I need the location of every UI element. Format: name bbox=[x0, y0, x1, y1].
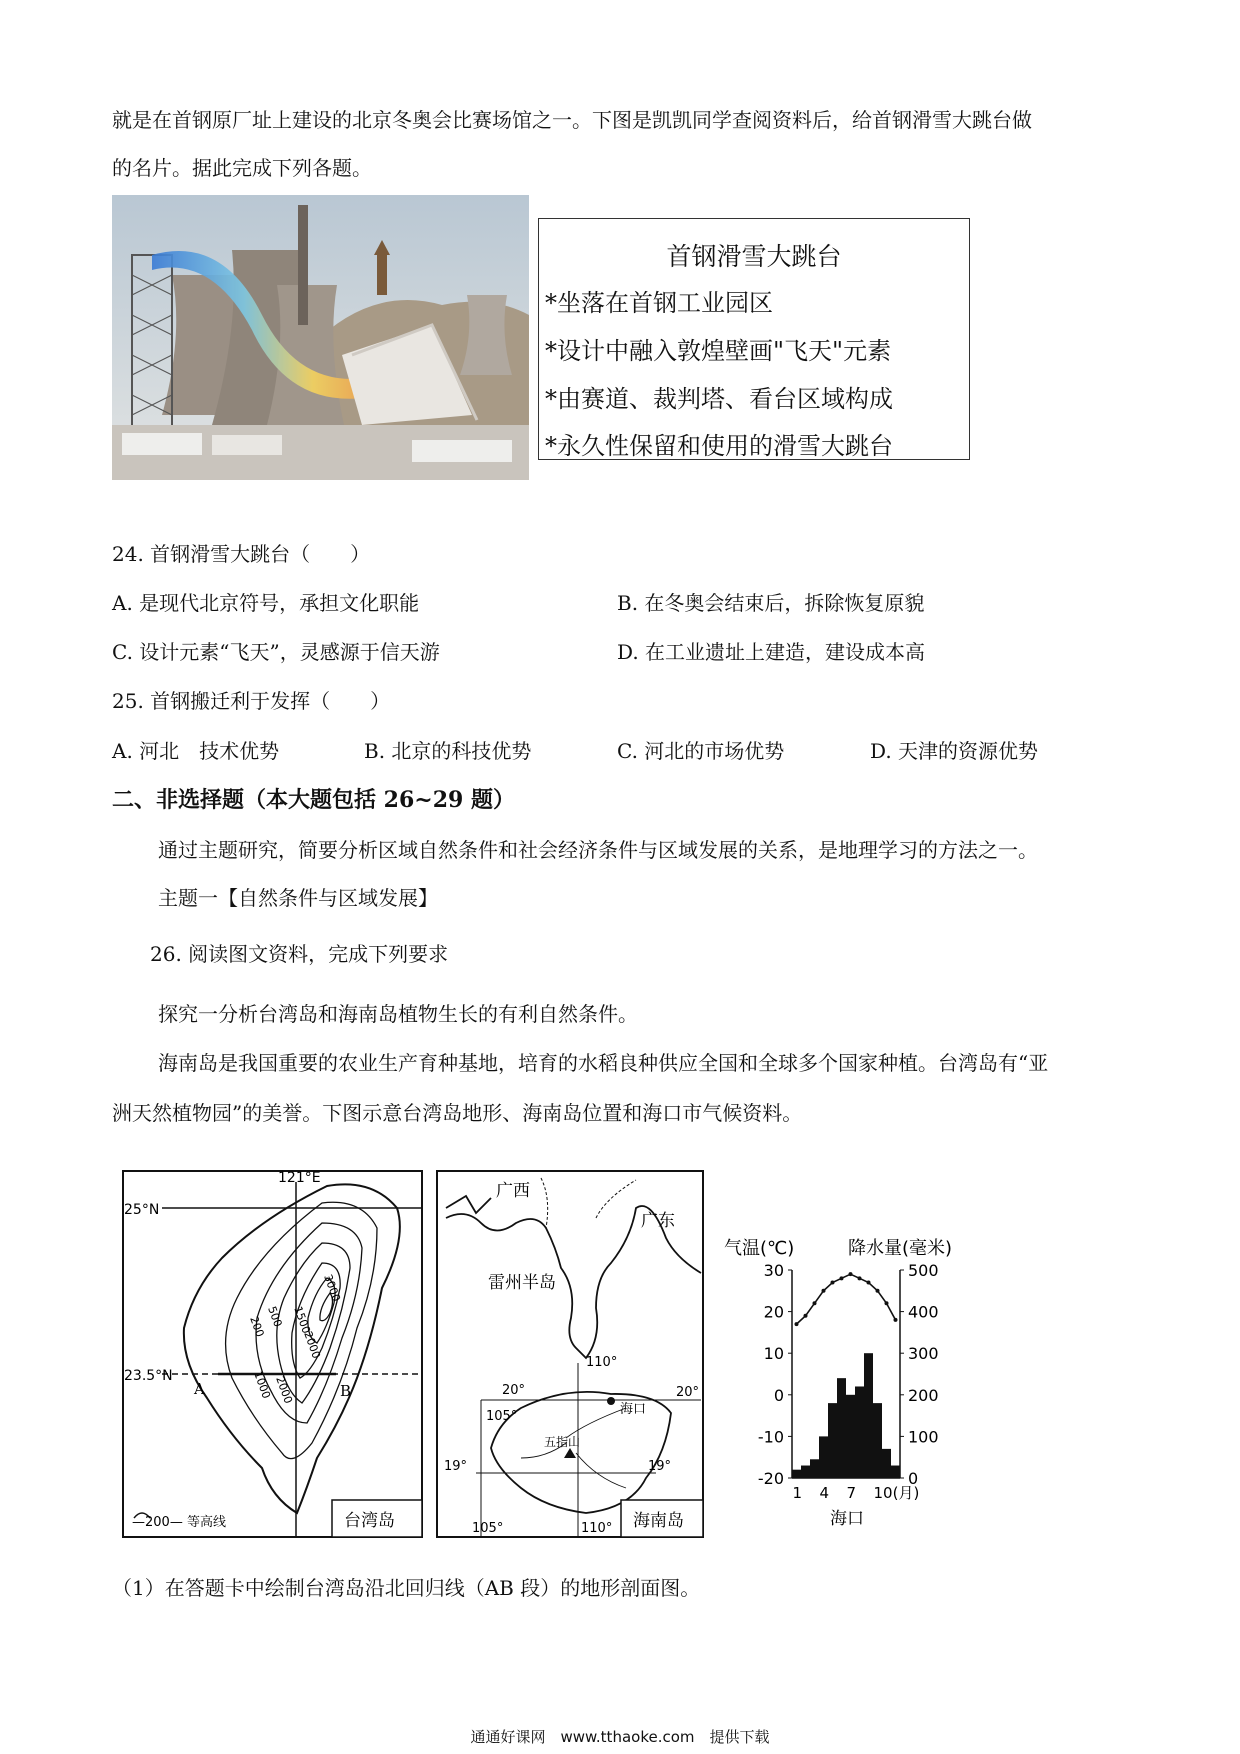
precip-bar bbox=[873, 1403, 882, 1478]
temperature-point bbox=[831, 1280, 835, 1284]
temperature-point bbox=[840, 1276, 844, 1280]
section-2-intro: 通过主题研究，简要分析区域自然条件和社会经济条件与区域发展的关系，是地理学习的方法之一。 bbox=[158, 838, 1038, 862]
q24-stem: 24. 首钢滑雪大跳台（ ） bbox=[112, 542, 371, 566]
q24-option-c: C. 设计元素“飞天”，灵感源于信天游 bbox=[112, 640, 440, 664]
q26-para-line-2: 洲天然植物园”的美誉。下图示意台湾岛地形、海南岛位置和海口市气候资料。 bbox=[112, 1101, 803, 1125]
hainan-lon-105-bottom: 105° bbox=[472, 1521, 504, 1536]
temperature-point bbox=[858, 1276, 862, 1280]
taiwan-lon-label: 121°E bbox=[278, 1170, 321, 1186]
precip-bar bbox=[846, 1395, 855, 1478]
haikou-climate-chart bbox=[718, 1228, 980, 1528]
precip-bar bbox=[864, 1353, 873, 1478]
precip-bar bbox=[792, 1470, 801, 1478]
temperature-point bbox=[804, 1314, 808, 1318]
q24-option-d: D. 在工业遗址上建造，建设成本高 bbox=[617, 640, 926, 664]
wuzhishan-label: 五指山 bbox=[544, 1435, 581, 1449]
q25-option-c: C. 河北的市场优势 bbox=[617, 739, 785, 763]
temp-tick-label: 0 bbox=[773, 1385, 784, 1405]
temperature-point bbox=[867, 1280, 871, 1284]
card-title: 首钢滑雪大跳台 bbox=[666, 242, 842, 271]
q25-option-d: D. 天津的资源优势 bbox=[870, 739, 1039, 763]
taiwan-island-map bbox=[122, 1168, 424, 1540]
card-item-4: *永久性保留和使用的滑雪大跳台 bbox=[545, 432, 893, 460]
precip-tick-label: 500 bbox=[908, 1261, 939, 1280]
precip-bar bbox=[837, 1378, 846, 1478]
precip-axis-label: 降水量(毫米) bbox=[848, 1238, 953, 1259]
q25-option-a: A. 河北 技术优势 bbox=[112, 739, 280, 763]
intro-line-1: 就是在首钢原厂址上建设的北京冬奥会比赛场馆之一。下图是凯凯同学查阅资料后，给首钢滑雪大跳台做 bbox=[112, 108, 1032, 132]
contour-2000b: 2000 bbox=[301, 1329, 323, 1361]
temperature-point bbox=[795, 1322, 799, 1326]
hainan-lon-105-top: 105° bbox=[486, 1409, 518, 1424]
card-item-1: *坐落在首钢工业园区 bbox=[545, 289, 773, 317]
hainan-island-map bbox=[436, 1168, 706, 1540]
taiwan-lat-25: 25°N bbox=[124, 1202, 160, 1218]
precip-bar bbox=[855, 1386, 864, 1478]
temp-tick-label: -20 bbox=[757, 1469, 784, 1488]
temperature-point bbox=[822, 1289, 826, 1293]
hainan-lon-110-top: 110° bbox=[586, 1355, 618, 1370]
precip-tick-label: 100 bbox=[908, 1427, 939, 1447]
q26-explore: 探究一分析台湾岛和海南岛植物生长的有利自然条件。 bbox=[158, 1002, 638, 1026]
theme-1-heading: 主题一【自然条件与区域发展】 bbox=[158, 886, 438, 910]
contour-2000a: 2000 bbox=[273, 1374, 295, 1406]
contour-500: 500 bbox=[265, 1304, 285, 1329]
temp-tick-label: 30 bbox=[763, 1261, 784, 1280]
month-tick-label: 7 bbox=[846, 1484, 857, 1502]
q26-stem: 26. 阅读图文资料，完成下列要求 bbox=[150, 942, 449, 966]
temp-tick-label: 20 bbox=[763, 1302, 784, 1322]
precip-tick-label: 400 bbox=[908, 1302, 939, 1322]
temp-tick-label: -10 bbox=[757, 1427, 784, 1447]
hainan-lat-19-right: 19° bbox=[648, 1459, 672, 1474]
temperature-point bbox=[894, 1318, 898, 1322]
ski-jump-photo bbox=[112, 195, 529, 480]
chart-caption: 海口 bbox=[830, 1509, 864, 1528]
hainan-map-name: 海南岛 bbox=[633, 1511, 684, 1531]
hainan-lon-110-bottom: 110° bbox=[581, 1521, 613, 1536]
hainan-lat-19-left: 19° bbox=[444, 1459, 468, 1474]
contour-200: 200 bbox=[247, 1314, 267, 1339]
hainan-lat-20-right: 20° bbox=[676, 1385, 700, 1400]
precip-tick-label: 200 bbox=[908, 1385, 939, 1405]
section-2-heading: 二、非选择题（本大题包括 26~29 题） bbox=[112, 787, 515, 813]
contour-1500: 1500 bbox=[291, 1304, 313, 1336]
precip-bar bbox=[810, 1459, 819, 1478]
temperature-line bbox=[797, 1274, 896, 1324]
temp-axis-label: 气温(℃) bbox=[724, 1238, 795, 1259]
intro-line-2: 的名片。据此完成下列各题。 bbox=[112, 156, 372, 180]
precip-bar bbox=[828, 1403, 837, 1478]
temperature-point bbox=[849, 1272, 853, 1276]
leizhou-label: 雷州半岛 bbox=[488, 1273, 556, 1293]
taiwan-lat-23-5: 23.5°N bbox=[124, 1368, 173, 1384]
temperature-point bbox=[876, 1289, 880, 1293]
guangdong-label: 广东 bbox=[641, 1211, 675, 1231]
q26-para-line-1: 海南岛是我国重要的农业生产育种基地，培育的水稻良种供应全国和全球多个国家种植。台湾岛有“亚 bbox=[158, 1051, 1049, 1075]
q25-stem: 25. 首钢搬迁利于发挥（ ） bbox=[112, 689, 391, 713]
hainan-lat-20-left: 20° bbox=[502, 1383, 526, 1398]
q26-sub-1: （1）在答题卡中绘制台湾岛沿北回归线（AB 段）的地形剖面图。 bbox=[112, 1576, 701, 1600]
precip-bar bbox=[819, 1436, 828, 1478]
precip-bar bbox=[801, 1466, 810, 1478]
haikou-label: 海口 bbox=[620, 1402, 647, 1417]
card-item-3: *由赛道、裁判塔、看台区域构成 bbox=[545, 385, 893, 413]
month-tick-label: 1 bbox=[792, 1484, 803, 1502]
q25-option-b: B. 北京的科技优势 bbox=[364, 739, 532, 763]
card-item-2: *设计中融入敦煌壁画"飞天"元素 bbox=[545, 337, 892, 365]
temperature-point bbox=[813, 1301, 817, 1305]
precip-tick-label: 300 bbox=[908, 1344, 939, 1364]
q24-option-b: B. 在冬奥会结束后，拆除恢复原貌 bbox=[617, 591, 925, 615]
precip-tick-label: 0 bbox=[908, 1469, 919, 1488]
temp-tick-label: 10 bbox=[763, 1344, 784, 1364]
guangxi-label: 广西 bbox=[496, 1181, 530, 1201]
footer: 通通好课网 www.tthaoke.com 提供下载 bbox=[470, 1728, 770, 1746]
precip-bar bbox=[891, 1466, 900, 1478]
precip-bar bbox=[882, 1449, 891, 1478]
point-b: B bbox=[340, 1382, 352, 1400]
q24-option-a: A. 是现代北京符号，承担文化职能 bbox=[112, 591, 420, 615]
contour-1000: 1000 bbox=[251, 1369, 273, 1401]
temperature-point bbox=[885, 1301, 889, 1305]
month-tick-label: 10(月) bbox=[873, 1484, 920, 1502]
contour-legend: —200— 等高线 bbox=[132, 1515, 226, 1530]
name-card bbox=[538, 218, 970, 460]
month-tick-label: 4 bbox=[819, 1484, 830, 1502]
point-a: A bbox=[194, 1380, 205, 1398]
contour-3000: 3000 bbox=[321, 1272, 343, 1304]
taiwan-map-name: 台湾岛 bbox=[344, 1511, 395, 1531]
